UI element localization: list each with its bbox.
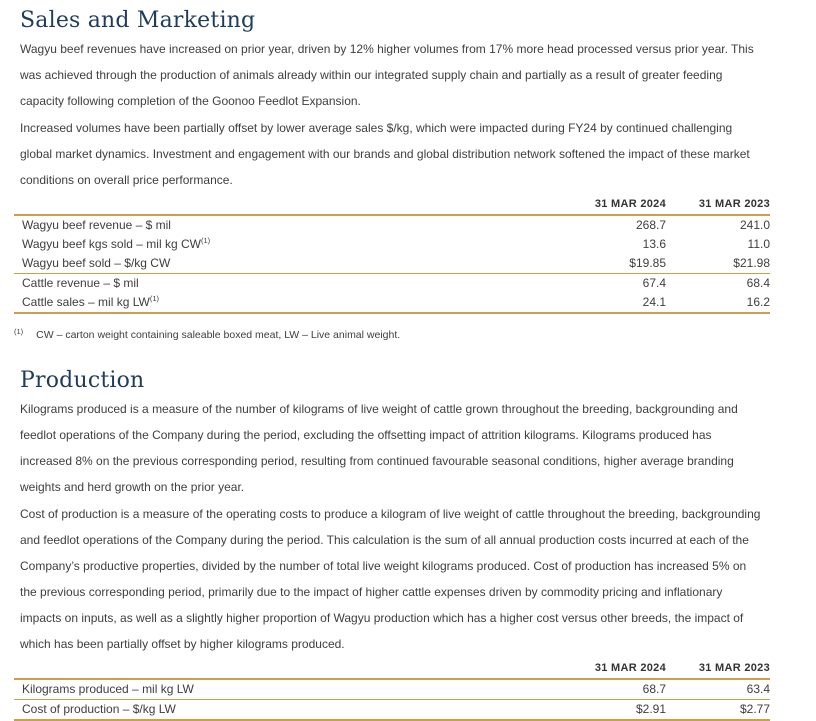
table-header-row — [14, 195, 770, 215]
production-table — [14, 659, 770, 721]
row-label: Wagyu beef revenue – $ mil — [22, 218, 171, 232]
row-label: Cattle sales – mil kg LW$^{(1)}$ — [14, 293, 562, 313]
section-heading-sales-and-marketing: Sales and Marketing — [20, 8, 256, 33]
paragraph: Wagyu beef revenues have increased on prior year, driven by 12% higher volumes from 17% more head processed versus prior year. This was achieved through the production of animals already within our integrated supply chain and partially as a result of greater feeding capacity following completion of the Goonoo Feedlot Expansion. — [20, 42, 754, 108]
value-2023: 68.4 — [746, 276, 770, 290]
table-row — [14, 293, 770, 313]
table-row — [14, 274, 770, 294]
footnote-ref: (1) — [200, 236, 211, 245]
value-2024: 24.1 — [562, 293, 666, 313]
row-label: Cost of production – $/kg LW — [14, 700, 562, 721]
table-row — [14, 700, 770, 721]
row-label: Wagyu beef kgs sold – mil kg CW$^{(1)}$ — [22, 236, 211, 251]
section-sales-and-marketing — [14, 8, 770, 342]
table-row — [14, 235, 770, 254]
value-2023: 63.4 — [666, 679, 770, 700]
value-2023: 241.0 — [739, 218, 770, 232]
footnote-text: CW – carton weight containing saleable boxed meat, LW – Live animal weight. — [36, 329, 401, 341]
value-2024: 68.7 — [562, 679, 666, 700]
section-production — [14, 368, 770, 721]
col-header-31-mar-2024: 31 MAR 2024 — [562, 659, 666, 679]
value-2024: 268.7 — [635, 218, 666, 232]
section-heading-production: Production — [20, 368, 145, 393]
col-header-31-mar-2023: 31 MAR 2023 — [666, 659, 770, 679]
paragraph: Increased volumes have been partially offset by lower average sales $/kg, which were impacted during FY24 by continued challenging global market dynamics. Investment and engagement with our brands and global distribution network softened the impact of these market conditions on overall price performance. — [20, 121, 750, 187]
value-2023: $21.98 — [666, 254, 770, 274]
footnote-marker: (1) — [14, 326, 24, 336]
value-2023: 11.0 — [747, 237, 770, 251]
value-2024: 13.6 — [642, 237, 666, 251]
row-label: Cattle revenue – $ mil — [22, 276, 139, 290]
value-2023: 16.2 — [666, 293, 770, 313]
row-label: Kilograms produced – mil kg LW — [14, 679, 562, 700]
table-row — [14, 254, 770, 274]
paragraph: Kilograms produced is a measure of the number of kilograms of live weight of cattle grown throughout the breeding, backgrounding and feedlot operations of the Company during the period, excluding the offsetting impact of attrition kilograms. Kilograms produced has increased 8% on the previous corresponding period, resulting from continued favourable seasonal conditions, higher average branding weights and herd growth on the prior year. — [20, 402, 738, 494]
value-2024: $2.91 — [562, 700, 666, 721]
value-2024: 67.4 — [642, 276, 666, 290]
table-footnote — [14, 328, 770, 342]
paragraph: Cost of production is a measure of the operating costs to produce a kilogram of live weight of cattle throughout the breeding, backgrounding and feedlot operations of the Company during the period. This calculation is the sum of all annual production costs incurred at each of the Company’s productive properties, divided by the number of total live weight kilograms produced. Cost of production has increased 5% on the previous corresponding period, primarily due to the impact of higher cattle expenses driven by commodity pricing and inflationary impacts on inputs, as well as a slightly higher proportion of Wagyu production which has a higher cost versus other breeds, the impact of which has been partially offset by higher kilograms produced. — [20, 507, 761, 651]
col-header-metric — [14, 195, 562, 215]
table-row — [14, 215, 770, 235]
col-header-metric — [14, 659, 562, 679]
col-header-31-mar-2024: 31 MAR 2024 — [562, 195, 666, 215]
value-2024: $19.85 — [562, 254, 666, 274]
table-row — [14, 679, 770, 700]
row-label: Wagyu beef sold – $/kg CW — [14, 254, 562, 274]
value-2023: $2.77 — [666, 700, 770, 721]
table-header-row — [14, 659, 770, 679]
col-header-31-mar-2023: 31 MAR 2023 — [666, 195, 770, 215]
sales-marketing-table — [14, 195, 770, 314]
footnote-ref: (1) — [149, 294, 159, 303]
